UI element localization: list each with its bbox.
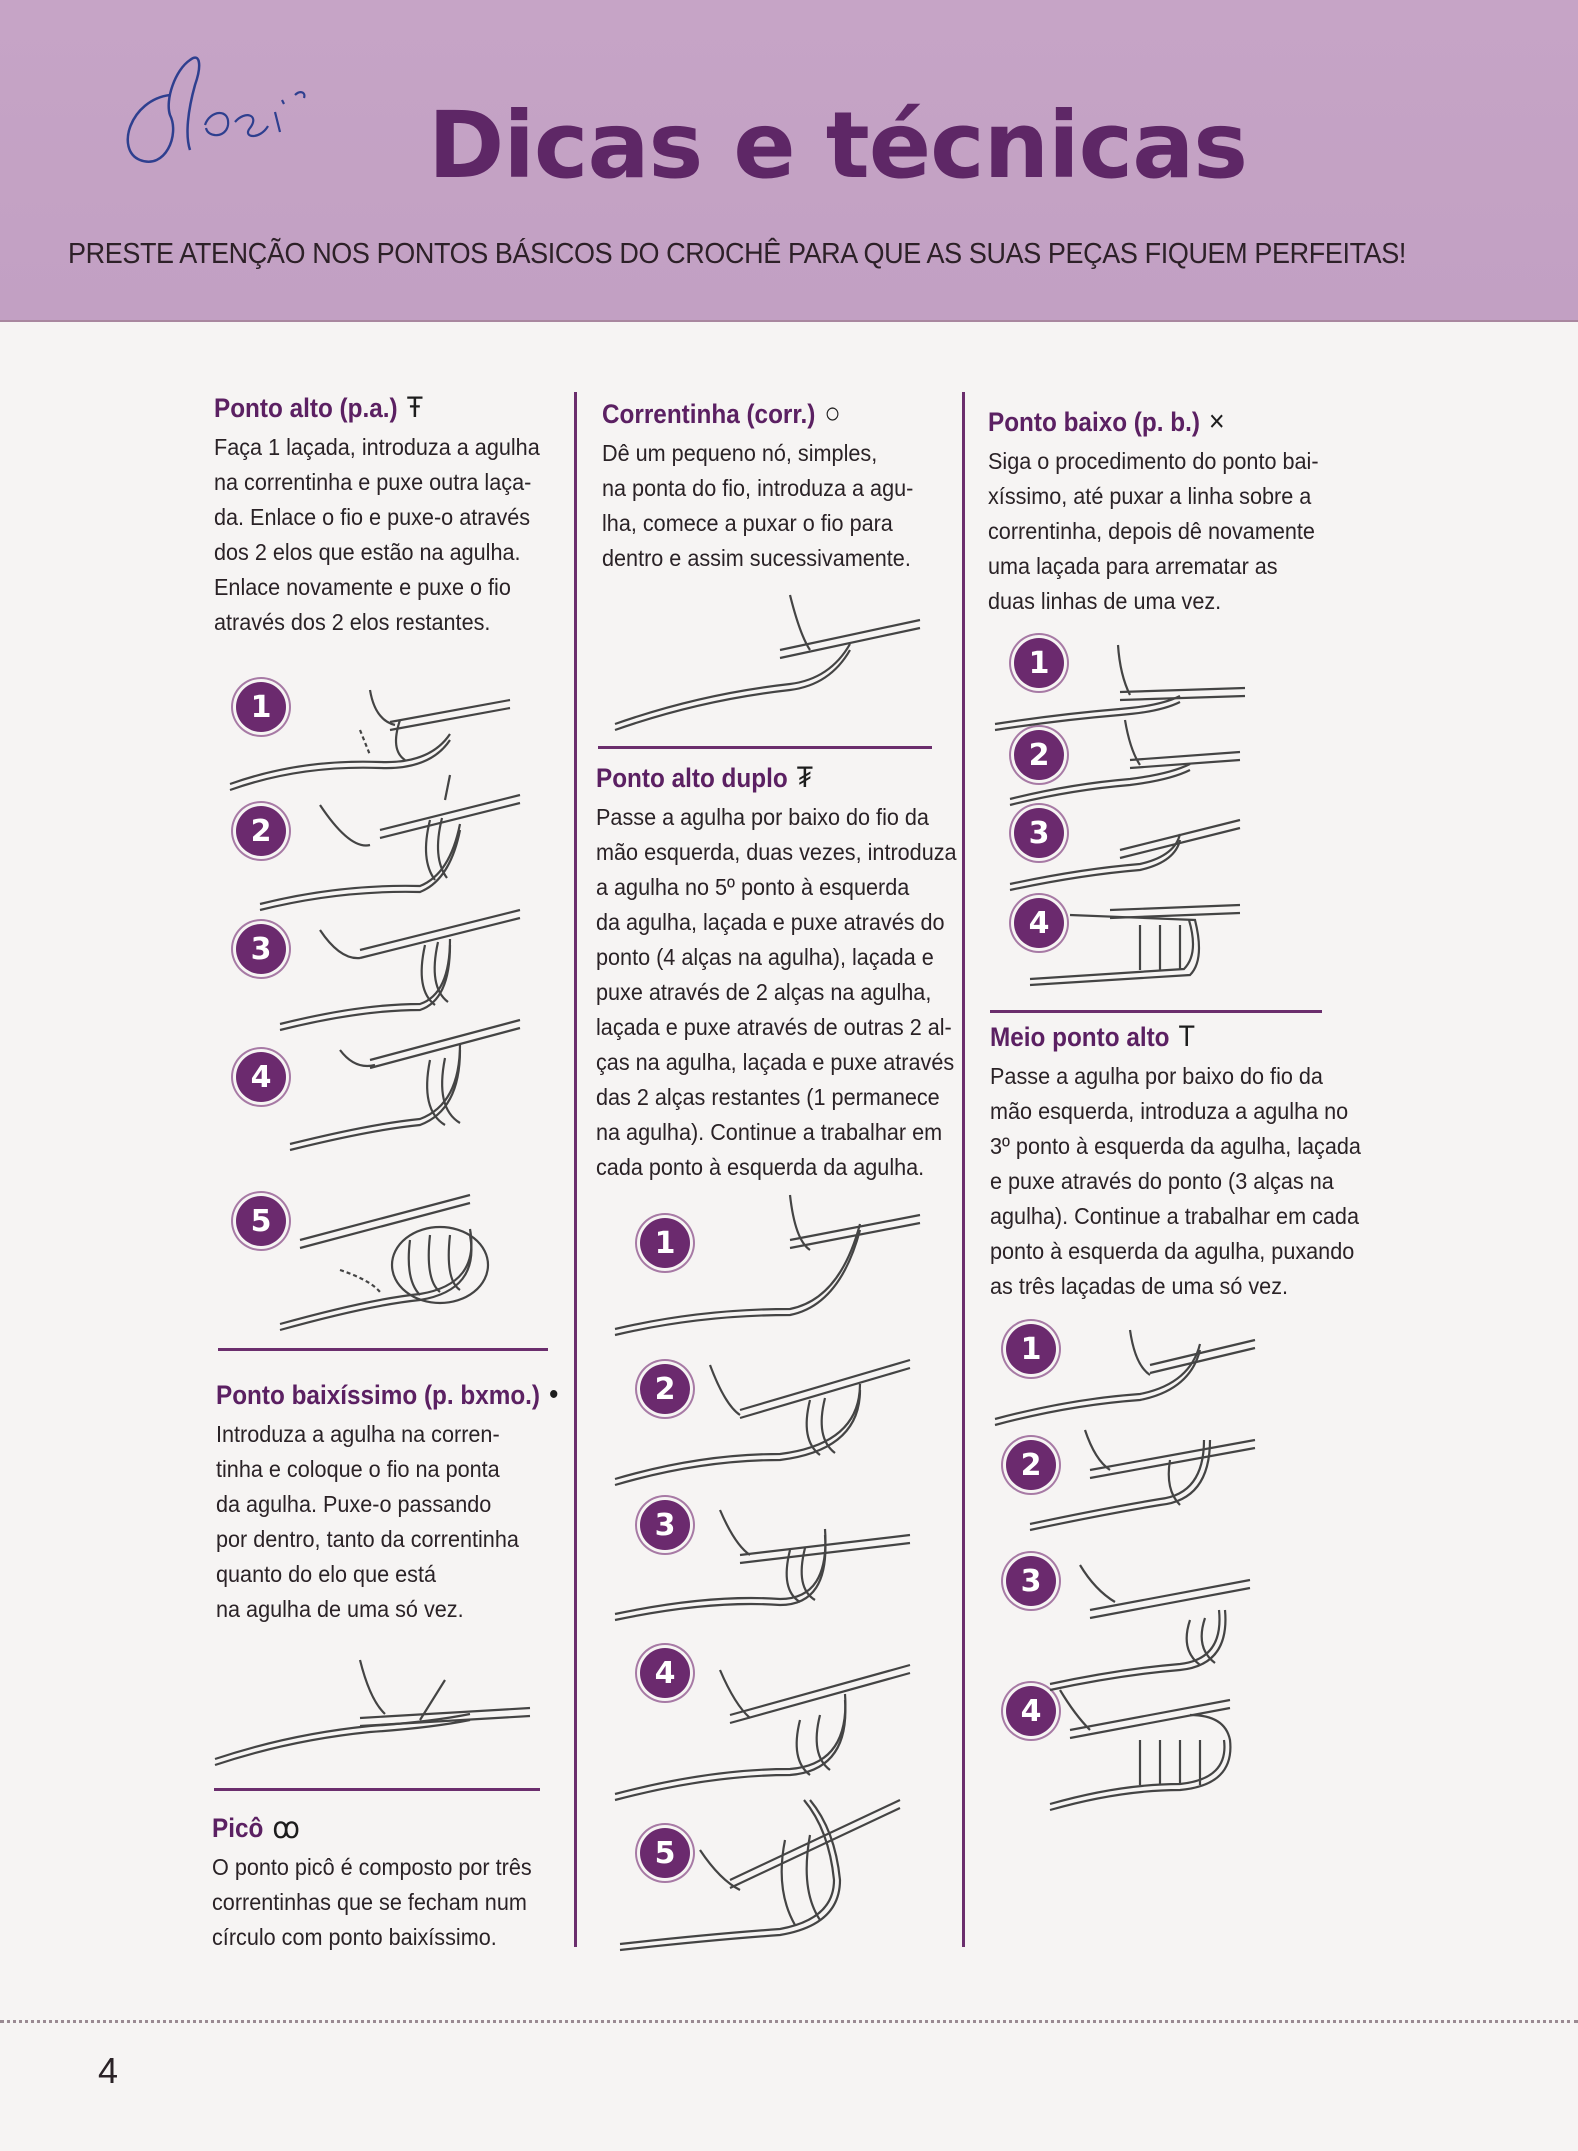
section-text: Faça 1 laçada, introduza a agulha na correntinha e puxe outra laça- da. Enlace o fio e puxe-o através dos 2 elos que estão na agulha. Enlace novamente e puxe o fio através dos 2 elos restantes. — [214, 434, 540, 635]
section-divider — [214, 1788, 540, 1791]
section-title: Ponto alto (p.a.) — [214, 392, 398, 423]
step-badge: 3 — [640, 1500, 690, 1550]
page-subtitle: PRESTE ATENÇÃO NOS PONTOS BÁSICOS DO CROCHÊ PARA QUE AS SUAS PEÇAS FIQUEM PERFEITAS! — [68, 238, 1407, 270]
section-divider — [598, 746, 932, 749]
step-badge: 3 — [1014, 808, 1064, 858]
section-text: Introduza a agulha na corren- tinha e coloque o fio na ponta da agulha. Puxe-o passando por dentro, tanto da correntinha quanto do elo que está na agulha de uma só vez. — [216, 1421, 519, 1622]
step-badge: 4 — [1006, 1686, 1056, 1736]
step-badge: 1 — [1006, 1324, 1056, 1374]
section-divider — [990, 1010, 1322, 1013]
section-ponto-alto-duplo — [596, 758, 956, 1185]
section-divider — [218, 1348, 548, 1351]
handwritten-signature — [110, 40, 350, 180]
step-badge: 2 — [640, 1364, 690, 1414]
crochet-step-illustration — [990, 640, 1260, 1000]
crochet-step-illustration — [990, 1320, 1270, 1820]
half-treble-symbol-icon: T — [1178, 1020, 1196, 1053]
section-text: Passe a agulha por baixo do fio da mão esquerda, duas vezes, introduza a agulha no 5º ponto à esquerda da agulha, laçada e puxe através do ponto (4 alças na agulha), laçada e puxe através de 2 alças na agulha, laçada e puxe através de outras 2 al- ças na agulha, laçada e puxe através das 2 alças restantes (1 permanece na agulha). Continue a trabalhar em cada ponto à esquerda da agulha. — [596, 804, 957, 1180]
double-treble-symbol-icon: ₮ — [796, 761, 814, 794]
page-number: 4 — [98, 2050, 119, 2091]
section-title: Correntinha (corr.) — [602, 398, 816, 429]
column-divider-right — [962, 392, 965, 1947]
step-badge: 5 — [236, 1196, 286, 1246]
step-badge: 2 — [1006, 1440, 1056, 1490]
step-badge: 4 — [640, 1648, 690, 1698]
footer-dotted-rule — [0, 2020, 1578, 2023]
step-badge: 1 — [1014, 638, 1064, 688]
section-text: O ponto picô é composto por três correntinhas que se fecham num círculo com ponto baixíssimo. — [212, 1854, 532, 1950]
section-title: Ponto baixo (p. b.) — [988, 406, 1200, 437]
section-ponto-baixissimo — [216, 1375, 566, 1627]
column-divider-left — [574, 392, 577, 1947]
section-text: Passe a agulha por baixo do fio da mão esquerda, introduza a agulha no 3º ponto à esquerda da agulha, laçada e puxe através do ponto (3 alças na agulha). Continue a trabalhar em cada ponto à esquerda da agulha, puxando as três laçadas de uma só vez. — [990, 1063, 1361, 1299]
section-correntinha — [602, 394, 952, 576]
crochet-step-illustration — [610, 590, 940, 740]
step-badge: 4 — [1014, 898, 1064, 948]
step-badge: 1 — [640, 1218, 690, 1268]
ponto-alto-symbol-icon: Ŧ — [406, 391, 424, 424]
section-title: Ponto baixíssimo (p. bxmo.) — [216, 1379, 541, 1410]
section-title: Meio ponto alto — [990, 1021, 1170, 1052]
step-badge: 3 — [236, 924, 286, 974]
crochet-step-illustration — [610, 1190, 950, 1960]
section-title: Ponto alto duplo — [596, 762, 788, 793]
crochet-step-illustration — [210, 1650, 540, 1770]
step-badge: 2 — [236, 806, 286, 856]
section-title: Picô — [212, 1812, 264, 1843]
chain-symbol-icon: ○ — [824, 397, 841, 430]
pico-symbol-icon: ꝏ — [272, 1811, 300, 1845]
crochet-step-illustration — [220, 680, 540, 1320]
cross-symbol-icon: × — [1208, 405, 1225, 438]
section-ponto-baixo — [988, 402, 1338, 619]
page-title: Dicas e técnicas — [428, 92, 1248, 199]
page-header — [0, 0, 1578, 322]
dot-symbol-icon: • — [549, 1378, 559, 1411]
step-badge: 2 — [1014, 730, 1064, 780]
section-meio-ponto-alto — [990, 1017, 1361, 1304]
section-pico — [212, 1808, 572, 1955]
step-badge: 4 — [236, 1052, 286, 1102]
step-badge: 1 — [236, 682, 286, 732]
step-badge: 3 — [1006, 1556, 1056, 1606]
section-ponto-alto — [214, 388, 564, 640]
section-text: Siga o procedimento do ponto bai- xíssimo, até puxar a linha sobre a correntinha, depois dê novamente uma laçada para arrematar as duas linhas de uma vez. — [988, 448, 1319, 614]
step-badge: 5 — [640, 1828, 690, 1878]
section-text: Dê um pequeno nó, simples, na ponta do fio, introduza a agu- lha, comece a puxar o fio para dentro e assim sucessivamente. — [602, 440, 914, 571]
